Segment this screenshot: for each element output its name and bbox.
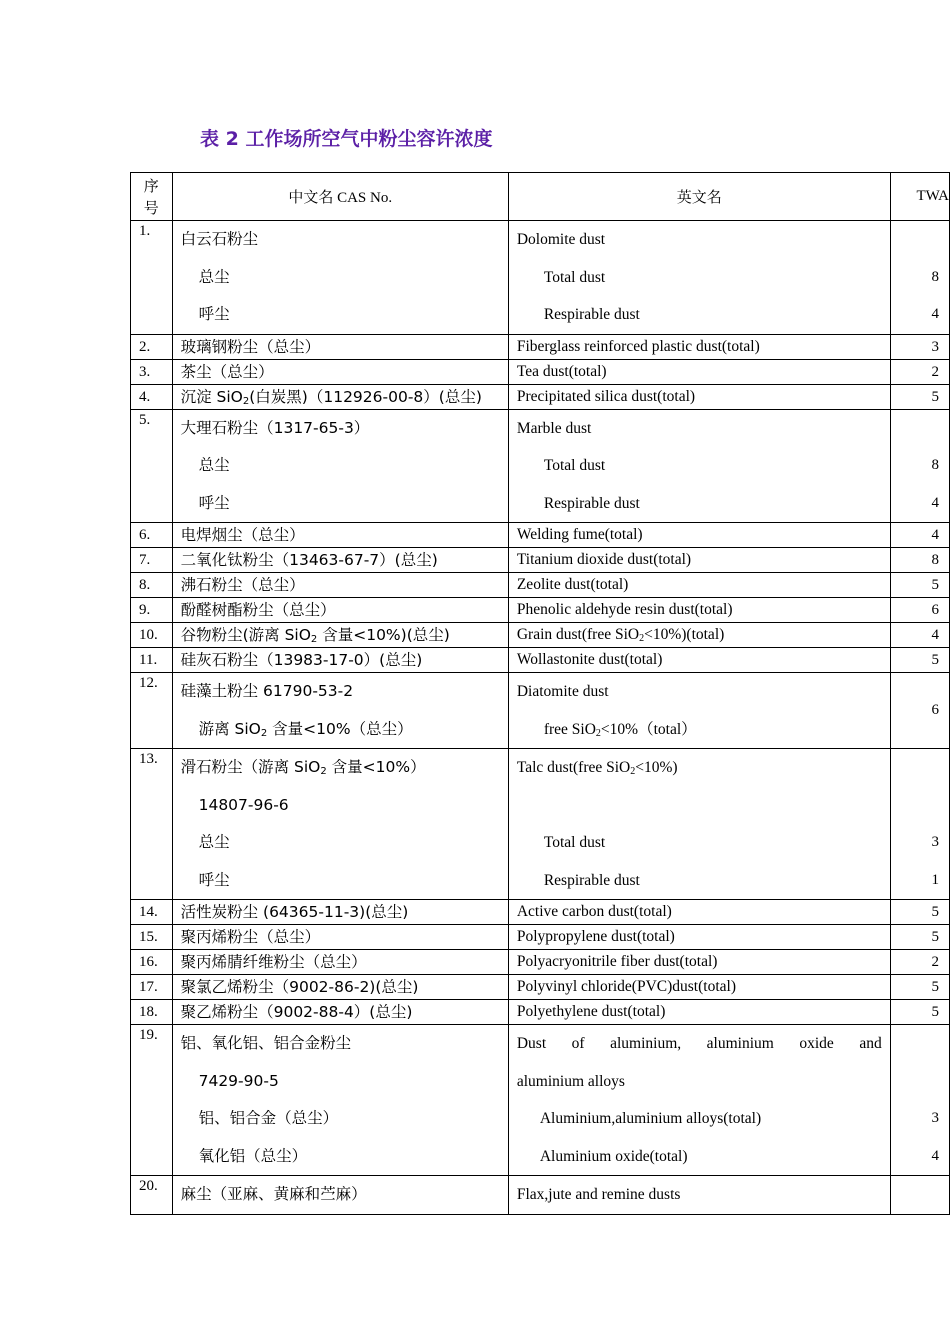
row-english-name: Polyvinyl chloride(PVC)dust(total) [508,975,890,1000]
table-row [131,749,950,900]
row-twa [890,1176,949,1215]
header-english-name: 英文名 [508,173,890,221]
table-row [131,925,950,950]
row-number: 18. [131,1000,173,1025]
row-twa: 4 [890,523,949,548]
row-english-name: Dust of aluminium, aluminium oxide and aluminium alloys Aluminium,aluminium alloys(total) Aluminium oxide(total) [508,1025,890,1176]
row-english-name: Flax,jute and remine dusts [508,1176,890,1215]
row-twa: 5 [890,384,949,409]
table-title: 表 2 工作场所空气中粉尘容许浓度 [200,128,493,150]
row-twa: 5 [890,900,949,925]
row-chinese-name: 二氧化钛粉尘（13463-67-7）(总尘) [172,548,508,573]
row-number: 19. [131,1025,173,1176]
row-twa: 3 4 [890,1025,949,1176]
row-number: 15. [131,925,173,950]
row-twa: 5 [890,975,949,1000]
row-chinese-name: 沉淀 SiO$_2$(白炭黑)（112926-00-8）(总尘) [172,384,508,409]
table-row [131,523,950,548]
row-twa: 5 [890,648,949,673]
row-english-name: Polyethylene dust(total) [508,1000,890,1025]
row-number: 2. [131,334,173,359]
row-english-name: Grain dust(free SiO$_2$<10%)(total) [508,623,890,648]
row-chinese-name: 铝、氧化铝、铝合金粉尘 7429-90-5 铝、铝合金（总尘） 氧化铝（总尘） [172,1025,508,1176]
row-chinese-name: 茶尘（总尘） [172,359,508,384]
table-row [131,221,950,335]
table-row [131,598,950,623]
row-chinese-name: 玻璃钢粉尘（总尘） [172,334,508,359]
row-number: 5. [131,409,173,523]
table-row [131,359,950,384]
row-english-name: Tea dust(total) [508,359,890,384]
row-twa: 2 [890,950,949,975]
row-english-name: Marble dust Total dust Respirable dust [508,409,890,523]
row-number: 13. [131,749,173,900]
table-row [131,384,950,409]
row-english-name: Polypropylene dust(total) [508,925,890,950]
row-chinese-name: 大理石粉尘（1317-65-3） 总尘 呼尘 [172,409,508,523]
header-seq: 序 号 [131,173,173,221]
row-chinese-name: 电焊烟尘（总尘） [172,523,508,548]
table-row [131,334,950,359]
table-row [131,623,950,648]
row-chinese-name: 谷物粉尘(游离 SiO$_2$ 含量<10%)(总尘) [172,623,508,648]
row-english-name: Wollastonite dust(total) [508,648,890,673]
table-row [131,900,950,925]
table-row [131,648,950,673]
table-row [131,573,950,598]
row-number: 17. [131,975,173,1000]
row-twa: 5 [890,1000,949,1025]
row-twa: 5 [890,925,949,950]
table-row [131,548,950,573]
header-twa: TWA [890,173,949,221]
row-chinese-name: 聚丙烯腈纤维粉尘（总尘） [172,950,508,975]
row-twa: 2 [890,359,949,384]
row-number: 7. [131,548,173,573]
table-row [131,1000,950,1025]
row-english-name: Dolomite dust Total dust Respirable dust [508,221,890,335]
row-twa: 6 [890,673,949,749]
row-number: 12. [131,673,173,749]
row-number: 4. [131,384,173,409]
row-twa: 3 1 [890,749,949,900]
row-twa: 6 [890,598,949,623]
row-twa: 8 4 [890,409,949,523]
row-chinese-name: 聚丙烯粉尘（总尘） [172,925,508,950]
dust-limit-table [130,172,950,1215]
table-row [131,950,950,975]
table-row [131,1176,950,1215]
row-english-name: Titanium dioxide dust(total) [508,548,890,573]
row-chinese-name: 麻尘（亚麻、黄麻和苎麻） [172,1176,508,1215]
row-number: 14. [131,900,173,925]
row-chinese-name: 活性炭粉尘 (64365-11-3)(总尘) [172,900,508,925]
row-twa: 8 4 [890,221,949,335]
row-number: 16. [131,950,173,975]
row-chinese-name: 硅灰石粉尘（13983-17-0）(总尘) [172,648,508,673]
row-english-name: Talc dust(free SiO$_2$<10%) Total dust Respirable dust [508,749,890,900]
row-chinese-name: 硅藻土粉尘 61790-53-2 游离 SiO$_2$ 含量<10%（总尘） [172,673,508,749]
row-english-name: Active carbon dust(total) [508,900,890,925]
row-number: 20. [131,1176,173,1215]
row-english-name: Welding fume(total) [508,523,890,548]
row-number: 10. [131,623,173,648]
row-number: 6. [131,523,173,548]
table-header-row [131,173,950,221]
table-row [131,673,950,749]
row-number: 1. [131,221,173,335]
row-english-name: Diatomite dust free SiO$_2$<10%（total） [508,673,890,749]
table-row [131,409,950,523]
row-chinese-name: 滑石粉尘（游离 SiO$_2$ 含量<10%） 14807-96-6 总尘 呼尘 [172,749,508,900]
row-twa: 8 [890,548,949,573]
row-english-name: Zeolite dust(total) [508,573,890,598]
row-chinese-name: 酚醛树酯粉尘（总尘） [172,598,508,623]
row-twa: 3 [890,334,949,359]
header-chinese-name: 中文名 CAS No. [172,173,508,221]
row-english-name: Precipitated silica dust(total) [508,384,890,409]
row-english-name: Fiberglass reinforced plastic dust(total) [508,334,890,359]
row-chinese-name: 聚氯乙烯粉尘（9002-86-2)(总尘) [172,975,508,1000]
row-number: 3. [131,359,173,384]
row-number: 8. [131,573,173,598]
table-row [131,1025,950,1176]
row-twa: 4 [890,623,949,648]
row-chinese-name: 白云石粉尘 总尘 呼尘 [172,221,508,335]
table-row [131,975,950,1000]
row-chinese-name: 聚乙烯粉尘（9002-88-4）(总尘) [172,1000,508,1025]
row-english-name: Phenolic aldehyde resin dust(total) [508,598,890,623]
row-number: 11. [131,648,173,673]
row-english-name: Polyacryonitrile fiber dust(total) [508,950,890,975]
row-twa: 5 [890,573,949,598]
row-number: 9. [131,598,173,623]
row-chinese-name: 沸石粉尘（总尘） [172,573,508,598]
